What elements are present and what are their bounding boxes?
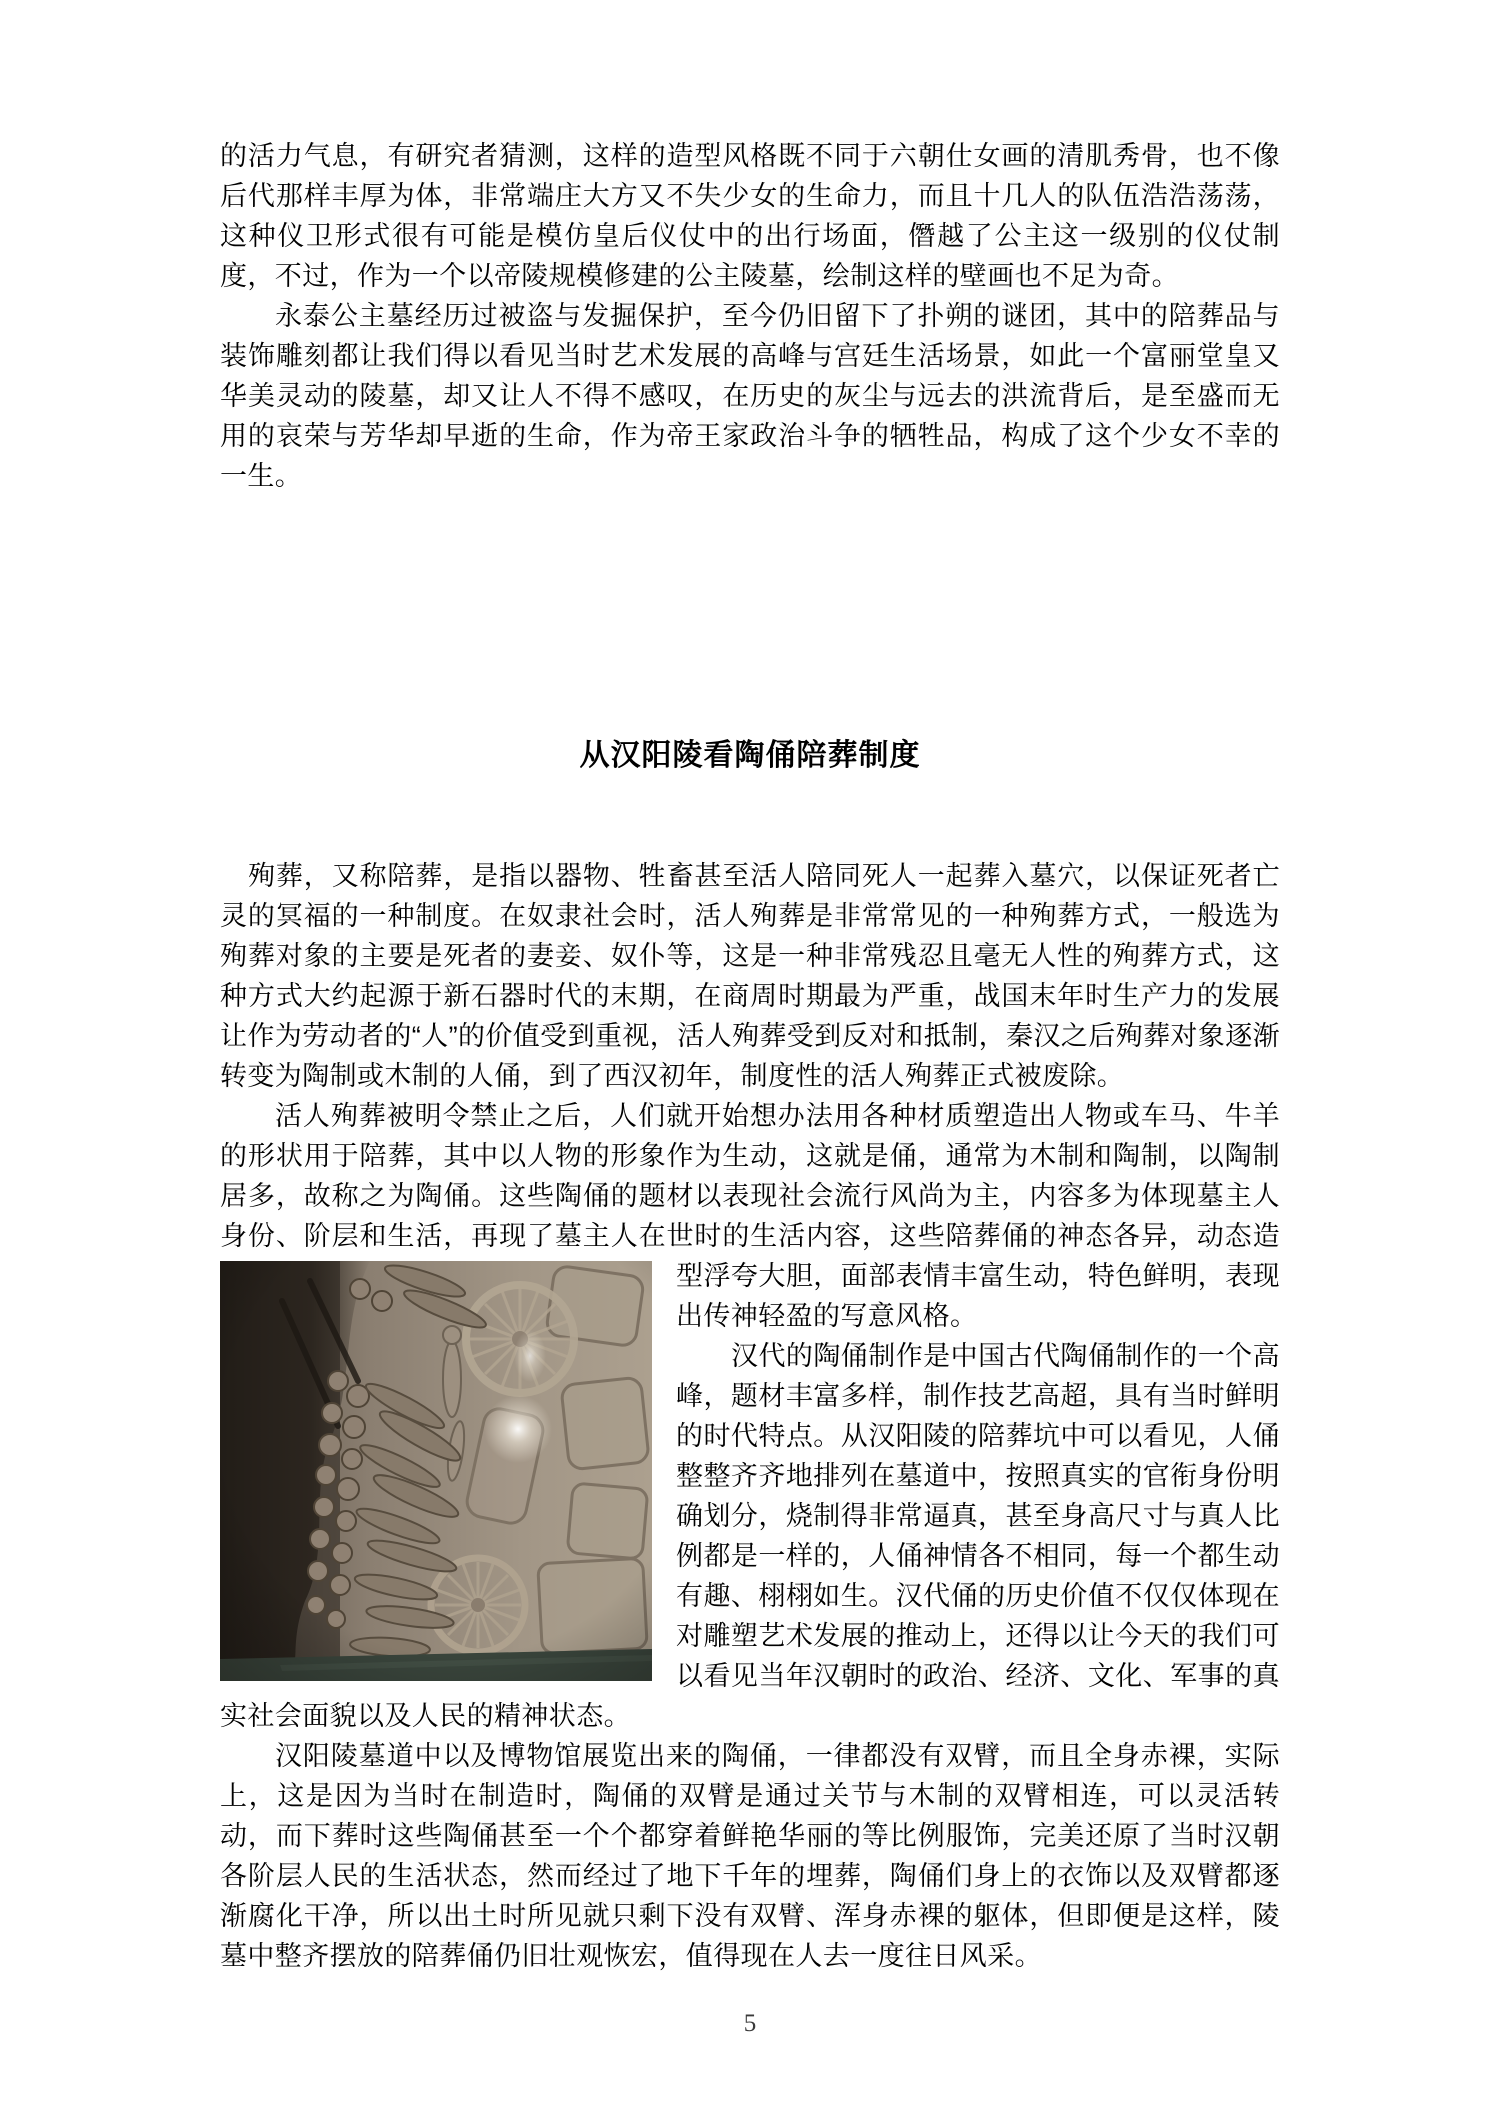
vertical-spacer: [220, 496, 1280, 736]
paragraph-4: [220, 1096, 1280, 1336]
excavation-photo: [220, 1261, 652, 1681]
vertical-spacer: [220, 776, 1280, 856]
paragraph-3: 殉葬，又称陪葬，是指以器物、牲畜甚至活人陪同死人一起葬入墓穴，以保证死者亡灵的冥福的一种制度。在奴隶社会时，活人殉葬是非常常见的一种殉葬方式，一般选为殉葬对象的主要是死者的妻妾、奴仆等，这是一种非常残忍且毫无人性的殉葬方式，这种方式大约起源于新石器时代的末期，在商周时期最为严重，战国末年时生产力的发展让作为劳动者的“人”的价值受到重视，活人殉葬受到反对和抵制，秦汉之后殉葬对象逐渐转变为陶制或木制的人俑，到了西汉初年，制度性的活人殉葬正式被废除。: [220, 861, 1280, 1091]
paragraph-5: 汉代的陶俑制作是中国古代陶俑制作的一个高峰，题材丰富多样，制作技艺高超，具有当时鲜明的时代特点。从汉阳陵的陪葬坑中可以看见，人俑整整齐齐地排列在墓道中，按照真实的官衔身份明确划分，烧制得非常逼真，甚至身高尺寸与真人比例都是一样的，人俑神情各不相同，每一个都生动有趣、栩栩如生。汉代俑的历史价值不仅仅体现在对雕塑艺术发展的推动上，还得以让今天的我们可以看见当年汉朝时的政治、经济、文化、军事的真实社会面貌以及人民的精神状态。: [220, 1341, 1280, 1731]
page-number: 5: [743, 2010, 757, 2037]
section-heading: 从汉阳陵看陶俑陪葬制度: [579, 739, 921, 772]
paragraph-1: 的活力气息，有研究者猜测，这样的造型风格既不同于六朝仕女画的清肌秀骨，也不像后代那样丰厚为体，非常端庄大方又不失少女的生命力，而且十几人的队伍浩浩荡荡，这种仪卫形式很有可能是模仿皇后仪仗中的出行场面，僭越了公主这一级别的仪仗制度，不过，作为一个以帝陵规模修建的公主陵墓，绘制这样的壁画也不足为奇。: [220, 141, 1280, 291]
paragraph-2: 永泰公主墓经历过被盗与发掘保护，至今仍旧留下了扑朔的谜团，其中的陪葬品与装饰雕刻都让我们得以看见当时艺术发展的高峰与宫廷生活场景，如此一个富丽堂皇又华美灵动的陵墓，却又让人不得不感叹，在历史的灰尘与远去的洪流背后，是至盛而无用的哀荣与芳华却早逝的生命，作为帝王家政治斗争的牺牲品，构成了这个少女不幸的一生。: [220, 301, 1280, 491]
paragraph-4-text-after-photo: 表情丰富生动，特色鲜明，表现出传神轻盈的写意风格。: [676, 1261, 1280, 1331]
paragraph-6: 汉阳陵墓道中以及博物馆展览出来的陶俑，一律都没有双臂，而且全身赤裸，实际上，这是因为当时在制造时，陶俑的双臂是通过关节与木制的双臂相连，可以灵活转动，而下葬时这些陶俑甚至一个个都穿着鲜艳华丽的等比例服饰，完美还原了当时汉朝各阶层人民的生活状态，然而经过了地下千年的埋葬，陶俑们身上的衣饰以及双臂都逐渐腐化干净，所以出土时所见就只剩下没有双臂、浑身赤裸的躯体，但即便是这样，陵墓中整齐摆放的陪葬俑仍旧壮观恢宏，值得现在人去一度往日风采。: [220, 1741, 1280, 1971]
paragraph-4-text-before-photo: 活人殉葬被明令禁止之后，人们就开始想办法用各种材质塑造出人物或车马、牛羊的形状用于陪葬，其中以人物的形象作为生动，这就是俑，通常为木制和陶制，以陶制居多，故称之为陶俑。这些陶俑的题材以表现社会流行风尚为主，内容多为体现墓主人身份、阶层和生活，再现了墓主人在世时的生活内容，这些陪葬俑的神态各异，动态造型浮夸大胆，面部: [220, 1101, 1280, 1291]
